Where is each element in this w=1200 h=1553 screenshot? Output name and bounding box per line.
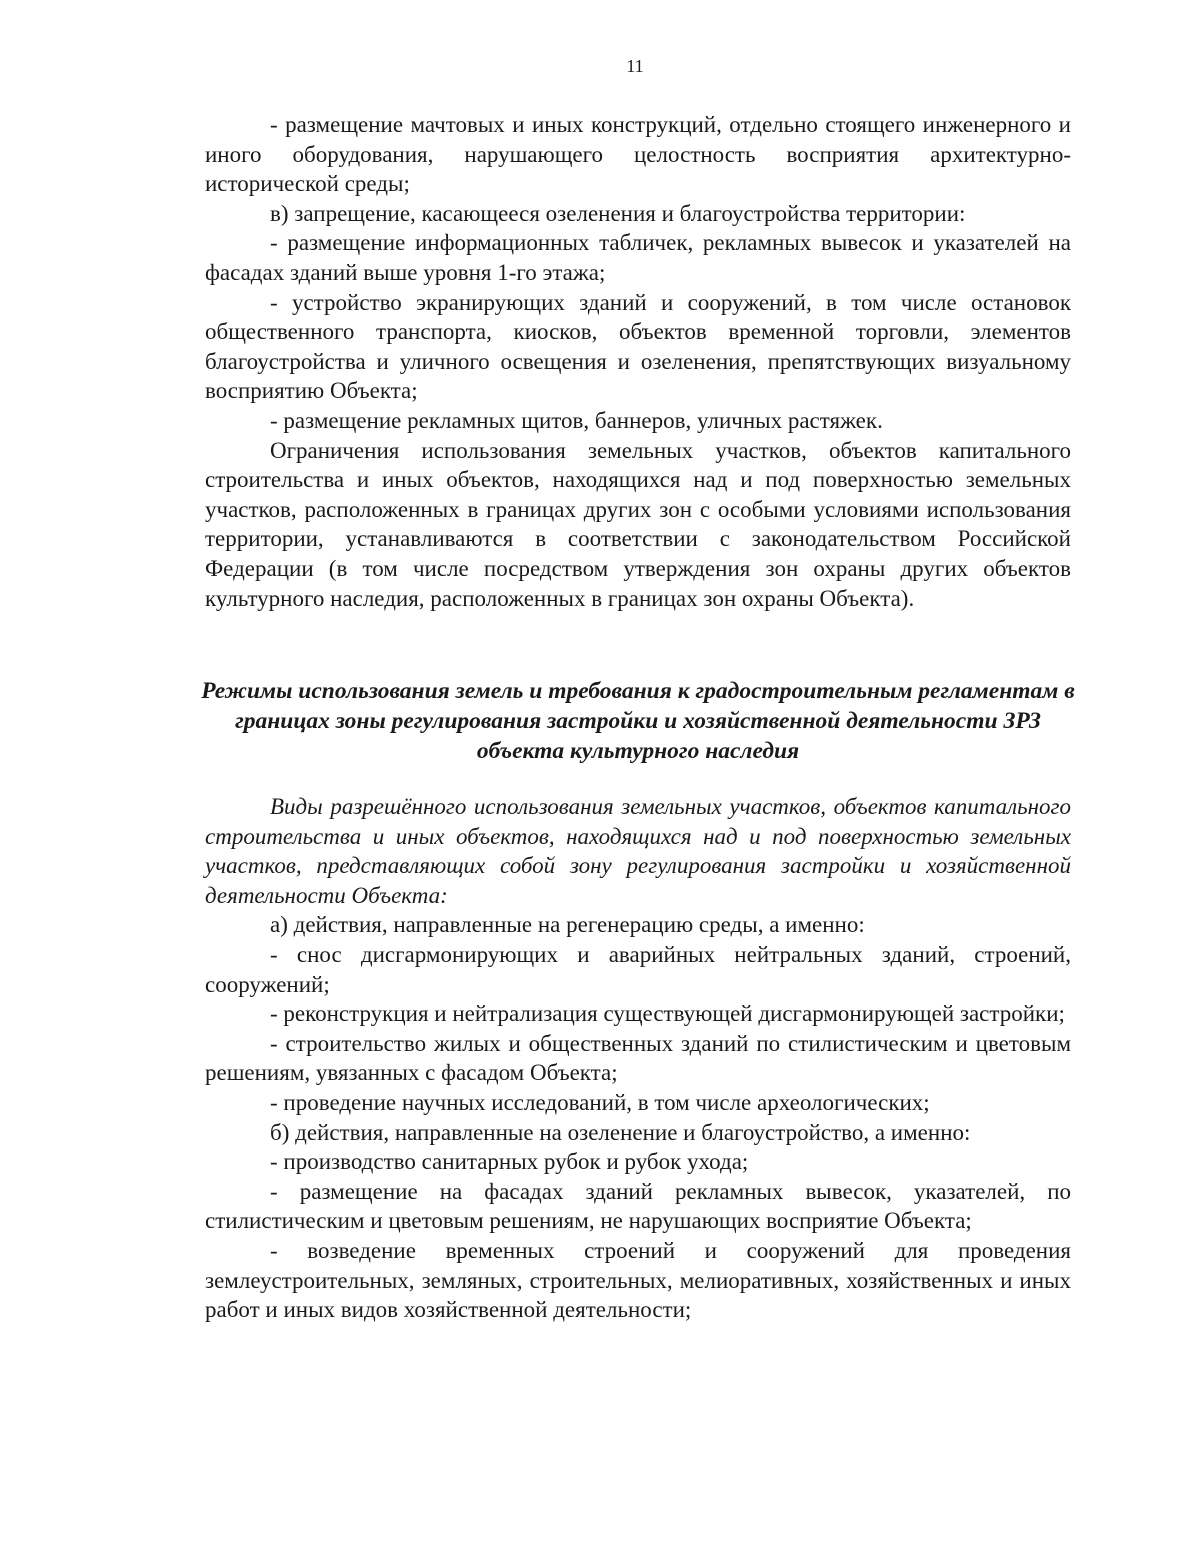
paragraph: - устройство экранирующих зданий и сооружений, в том числе остановок общественного транспорта, киосков, объектов временной торговли, элементов благоустройства и уличного освещения и озеленения, препятствующих визуальному восприятию Объекта; bbox=[205, 289, 1071, 404]
paragraph: - размещение на фасадах зданий рекламных вывесок, указателей, по стилистическим и цветовым решениям, не нарушающих восприятие Объекта; bbox=[205, 1178, 1071, 1234]
paragraph: - производство санитарных рубок и рубок ухода; bbox=[270, 1149, 749, 1175]
paragraph: в) запрещение, касающееся озеленения и благоустройства территории: bbox=[270, 200, 966, 226]
paragraph: б) действия, направленные на озеленение и благоустройство, а именно: bbox=[270, 1119, 971, 1145]
paragraph: - размещение рекламных щитов, баннеров, уличных растяжек. bbox=[270, 407, 883, 433]
paragraph: - возведение временных строений и сооружений для проведения землеустроительных, земляных, строительных, мелиоративных, хозяйственных и иных работ и иных видов хозяйственной деятельности; bbox=[205, 1237, 1071, 1323]
paragraph: а) действия, направленные на регенерацию среды, а именно: bbox=[270, 912, 865, 938]
paragraph: - проведение научных исследований, в том числе археологических; bbox=[270, 1089, 930, 1115]
section-heading: Режимы использования земель и требования к градостроительным регламентам в границах зоны регулирования застройки и хозяйственной деятельности ЗРЗ объекта культурного наследия bbox=[201, 678, 1075, 764]
paragraph: - снос дисгармонирующих и аварийных нейтральных зданий, строений, сооружений; bbox=[205, 941, 1071, 997]
intro-paragraph: Виды разрешённого использования земельных участков, объектов капитального строительства и иных объектов, находящихся над и под поверхностью земельных участков, представляющих собой зону регулирования застройки и хозяйственной деятельности Объекта: bbox=[205, 794, 1071, 908]
restrictions-section bbox=[205, 110, 1071, 613]
paragraph: - размещение информационных табличек, рекламных вывесок и указателей на фасадах зданий выше уровня 1-го этажа; bbox=[205, 230, 1071, 285]
paragraph: - строительство жилых и общественных зданий по стилистическим и цветовым решениям, увязанных с фасадом Объекта; bbox=[205, 1030, 1071, 1086]
paragraph: Ограничения использования земельных участков, объектов капитального строительства и иных объектов, находящихся над и под поверхностью земельных участков, расположенных в границах других зон с особыми условиями использования территории, устанавливаются в соответствии с законодательством Российской Федерации (в том числе посредством утверждения зон охраны других объектов культурного наследия, расположенных в границах зон охраны Объекта). bbox=[205, 437, 1071, 611]
page-number: 11 bbox=[626, 56, 644, 76]
paragraph: - размещение мачтовых и иных конструкций, отдельно стоящего инженерного и иного оборудования, нарушающего целостность восприятия архитектурно-исторической среды; bbox=[205, 112, 1071, 197]
permitted-uses-section bbox=[205, 792, 1071, 1325]
paragraph: - реконструкция и нейтрализация существующей дисгармонирующей застройки; bbox=[270, 1001, 1065, 1027]
